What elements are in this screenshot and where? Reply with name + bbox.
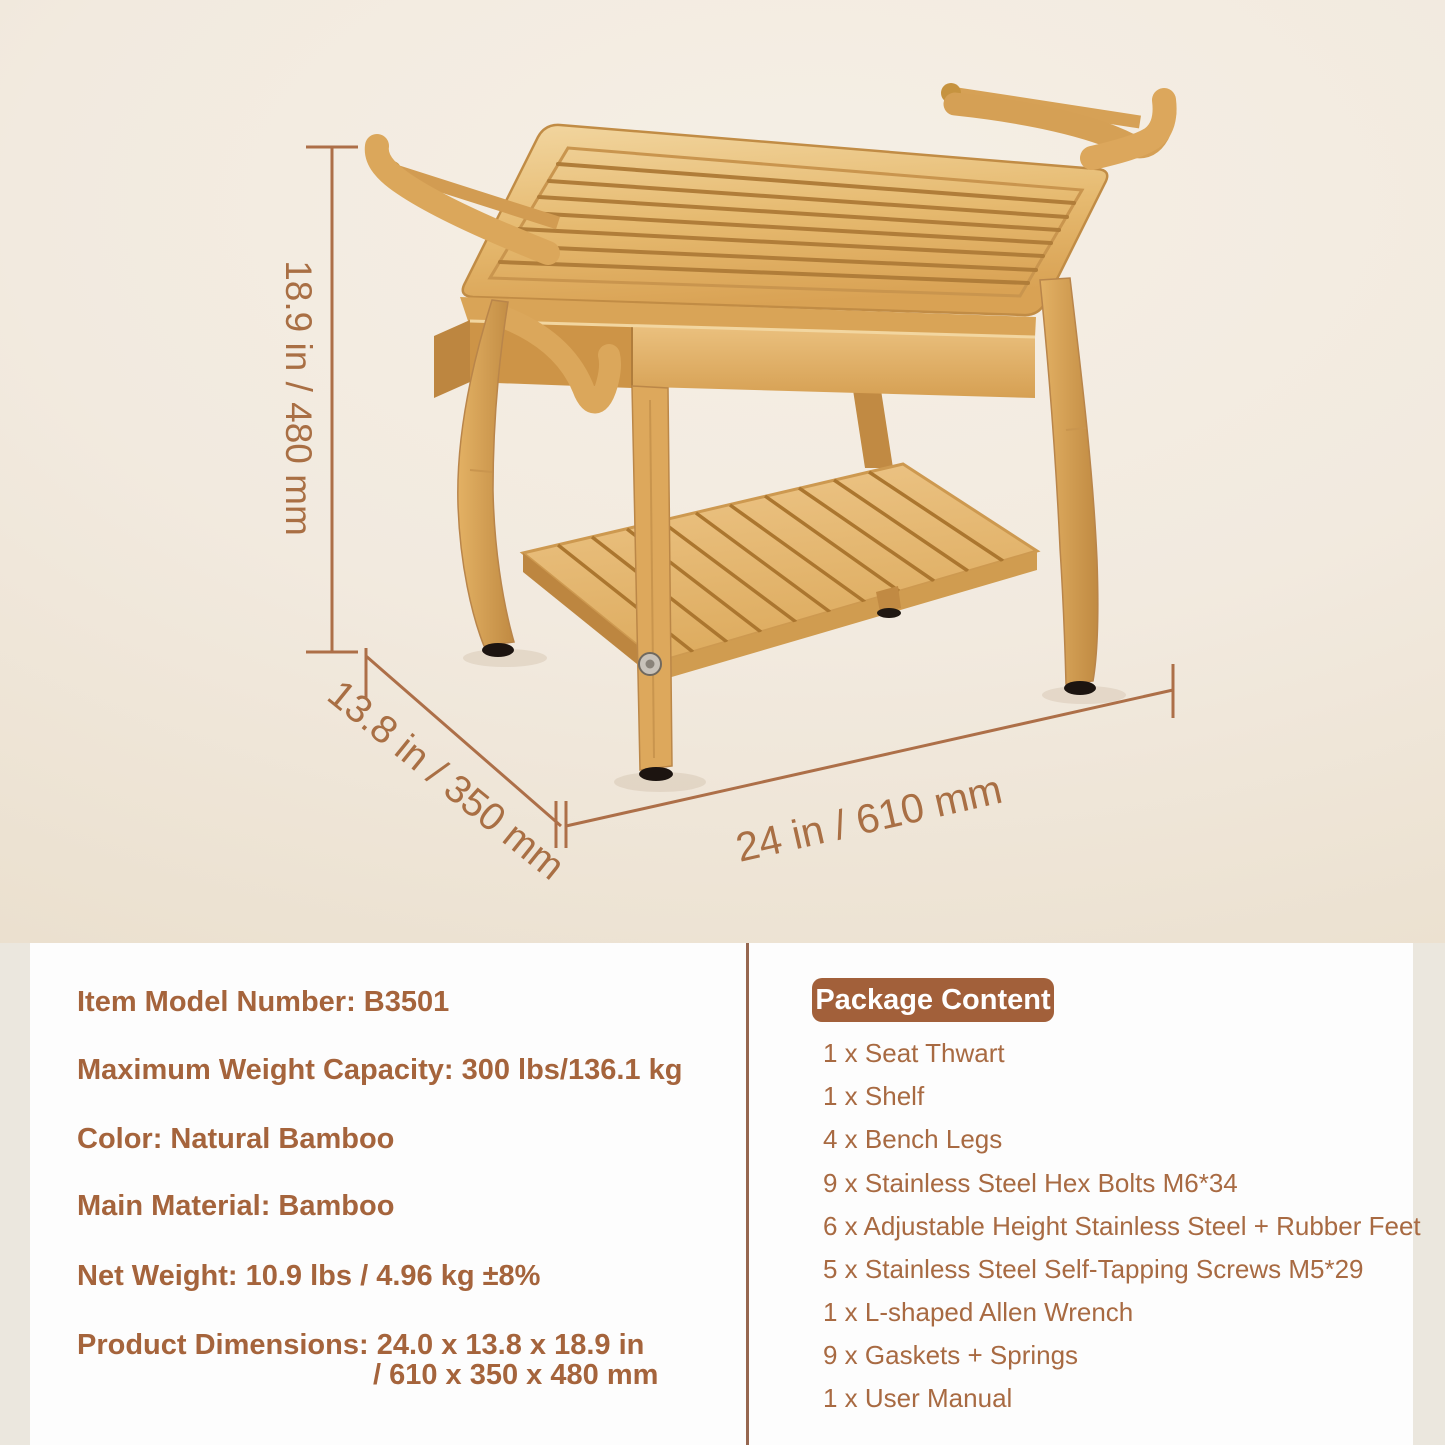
length-dimension-label: 24 in / 610 mm xyxy=(731,765,1007,871)
spec-dimensions: Product Dimensions: 24.0 x 13.8 x 18.9 in xyxy=(77,1329,645,1361)
ground-shadows xyxy=(463,649,1126,792)
package-item-gaskets: 9 x Gaskets + Springs xyxy=(823,1340,1079,1370)
package-item-shelf: 1 x Shelf xyxy=(823,1081,925,1111)
front-left-leg xyxy=(632,386,673,781)
package-item-hex-bolts: 9 x Stainless Steel Hex Bolts M6*34 xyxy=(823,1168,1238,1198)
package-content-title: Package Content xyxy=(812,978,1054,1022)
package-item-screws: 5 x Stainless Steel Self-Tapping Screws M5*29 xyxy=(823,1254,1364,1284)
spec-net-weight: Net Weight: 10.9 lbs / 4.96 kg ±8% xyxy=(77,1260,541,1292)
spec-model-number: Item Model Number: B3501 xyxy=(77,986,450,1018)
package-item-allen-wrench: 1 x L-shaped Allen Wrench xyxy=(823,1297,1134,1327)
spec-material: Main Material: Bamboo xyxy=(77,1190,395,1222)
front-right-leg xyxy=(1040,278,1098,695)
spec-weight-capacity: Maximum Weight Capacity: 300 lbs/136.1 kg xyxy=(77,1054,683,1086)
card-divider xyxy=(746,943,749,1445)
lower-shelf xyxy=(523,464,1037,681)
package-item-bench-legs: 4 x Bench Legs xyxy=(823,1124,1003,1154)
spec-color: Color: Natural Bamboo xyxy=(77,1123,395,1155)
back-right-leg xyxy=(853,390,893,468)
height-dimension-label: 18.9 in / 480 mm xyxy=(278,260,319,536)
package-item-seat-thwart: 1 x Seat Thwart xyxy=(823,1038,1005,1068)
package-item-rubber-feet: 6 x Adjustable Height Stainless Steel + Rubber Feet xyxy=(823,1211,1421,1241)
depth-dimension-label: 13.8 in / 350 mm xyxy=(319,672,573,889)
seat-thwart xyxy=(460,125,1107,337)
package-item-user-manual: 1 x User Manual xyxy=(823,1383,1013,1413)
spec-dimensions-mm: / 610 x 350 x 480 mm xyxy=(373,1359,659,1391)
